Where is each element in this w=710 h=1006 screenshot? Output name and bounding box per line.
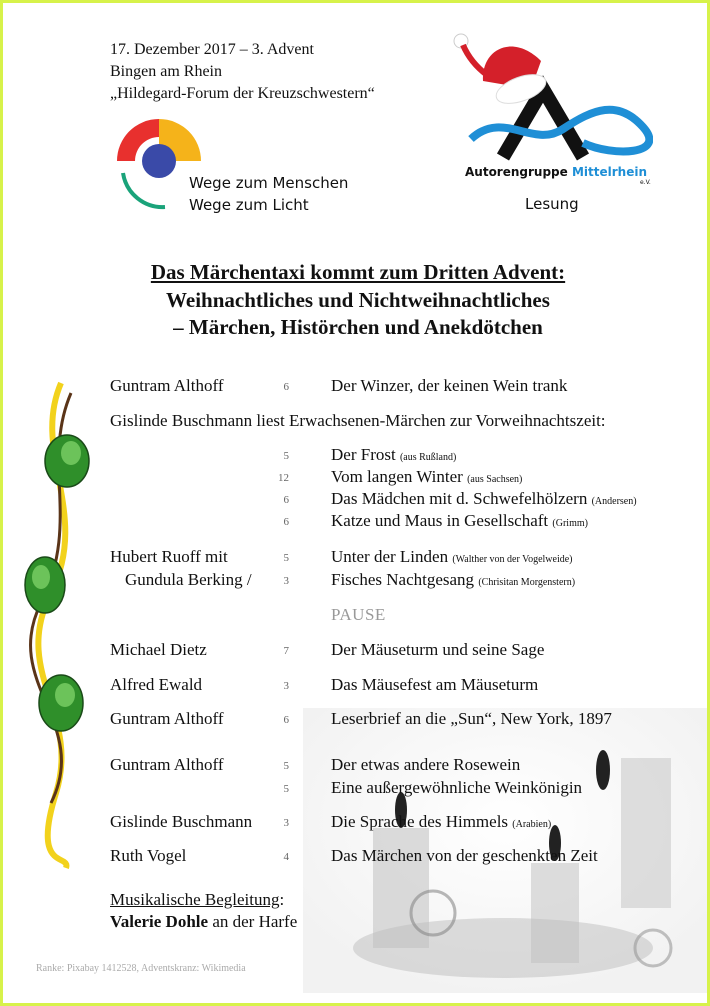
title-line1-text: Das Märchentaxi kommt zum Dritten Advent:: [150, 260, 566, 284]
program-reader: Ruth Vogel: [110, 846, 187, 865]
program-intro: Gislinde Buschmann liest Erwachsenen-Märchen zur Vorweihnachtszeit:: [110, 411, 606, 430]
program-title: [331, 510, 588, 535]
program-note: (Chrisitan Morgenstern): [478, 577, 576, 588]
program-duration: 3: [283, 680, 289, 692]
program-title: [331, 811, 551, 836]
program-reader: Hubert Ruoff mit: [110, 547, 228, 566]
autorengruppe-logo-icon: [443, 29, 653, 169]
program-duration: 6: [283, 714, 289, 726]
program-title: Eine außergewöhnliche Weinkönigin: [331, 778, 583, 797]
program-reader: Gundula Berking /: [125, 570, 252, 589]
program-duration: 5: [283, 450, 289, 462]
program-title: Das Märchen von der geschenkten Zeit: [331, 846, 598, 865]
program-duration: 6: [283, 381, 289, 393]
program-note: (Grimm): [552, 518, 588, 529]
program-title: Der Winzer, der keinen Wein trank: [331, 376, 568, 395]
program-title: Der etwas andere Rosewein: [331, 755, 521, 774]
program-reader: Guntram Althoff: [110, 709, 224, 728]
program-title: Das Mäusefest am Mäuseturm: [331, 675, 539, 694]
program-title-text: Unter der Linden: [331, 547, 449, 566]
music-performer: [110, 911, 297, 933]
music-label: [110, 889, 284, 911]
autorengruppe-suffix: e.V.: [640, 179, 651, 186]
program-duration: 12: [278, 472, 289, 484]
pause-label: PAUSE: [331, 605, 386, 624]
program-duration: 7: [283, 645, 289, 657]
autorengruppe-name-part2: Mittelrhein: [571, 165, 648, 179]
program-duration: 6: [283, 516, 289, 528]
image-credits: Ranke: Pixabay 1412528, Adventskranz: Wikimedia: [36, 963, 246, 974]
title-line1: [3, 259, 710, 286]
program-title-text: Das Mädchen mit d. Schwefelhölzern: [331, 489, 588, 508]
music-label-text: Musikalische Begleitung: [110, 890, 280, 909]
program-title: [331, 569, 575, 594]
title-line3: – Märchen, Histörchen und Anekdötchen: [173, 315, 543, 339]
music-performer-name: Valerie Dohle: [110, 912, 209, 931]
program-note: (Walther von der Vogelweide): [452, 554, 573, 565]
program-reader: Guntram Althoff: [110, 755, 224, 774]
program-reader: Gislinde Buschmann: [110, 812, 253, 831]
logo-left-line1: Wege zum Menschen: [189, 174, 349, 192]
music-performer-rest: an der Harfe: [208, 912, 298, 931]
music-label-colon: :: [279, 890, 285, 909]
program-title: [331, 546, 573, 571]
program-duration: 5: [283, 783, 289, 795]
program-title-text: Die Sprache des Himmels: [331, 812, 509, 831]
event-date: 17. Dezember 2017 – 3. Advent: [110, 41, 314, 58]
program-duration: 6: [283, 494, 289, 506]
program-title-text: Vom langen Winter: [331, 467, 463, 486]
program-reader: Alfred Ewald: [110, 675, 203, 694]
title-line2: Weihnachtliches und Nichtweihnachtliches: [166, 288, 550, 312]
autorengruppe-name: [465, 165, 647, 179]
program-title-text: Fisches Nachtgesang: [331, 570, 475, 589]
logo-left-line2: Wege zum Licht: [189, 196, 309, 214]
program-duration: 3: [283, 817, 289, 829]
program-duration: 4: [283, 851, 289, 863]
program-duration: 5: [283, 760, 289, 772]
program-reader: Michael Dietz: [110, 640, 207, 659]
program-reader: Guntram Althoff: [110, 376, 224, 395]
lesung-caption: Lesung: [525, 195, 579, 213]
event-location: Bingen am Rhein: [110, 63, 222, 80]
program-title-text: Katze und Maus in Gesellschaft: [331, 511, 549, 530]
hop-vine-icon: [21, 373, 101, 873]
event-venue: „Hildegard-Forum der Kreuzschwestern“: [110, 85, 375, 102]
program-note: (Arabien): [512, 819, 552, 830]
program-note: (Andersen): [591, 496, 637, 507]
program-note: (aus Sachsen): [467, 474, 523, 485]
program-title-text: Der Frost: [331, 445, 396, 464]
program-title: Der Mäuseturm und seine Sage: [331, 640, 545, 659]
program-duration: 3: [283, 575, 289, 587]
autorengruppe-name-part1: Autorengruppe: [465, 165, 568, 179]
program-duration: 5: [283, 552, 289, 564]
program-title: Leserbrief an die „Sun“, New York, 1897: [331, 709, 612, 728]
program-note: (aus Rußland): [399, 452, 457, 463]
